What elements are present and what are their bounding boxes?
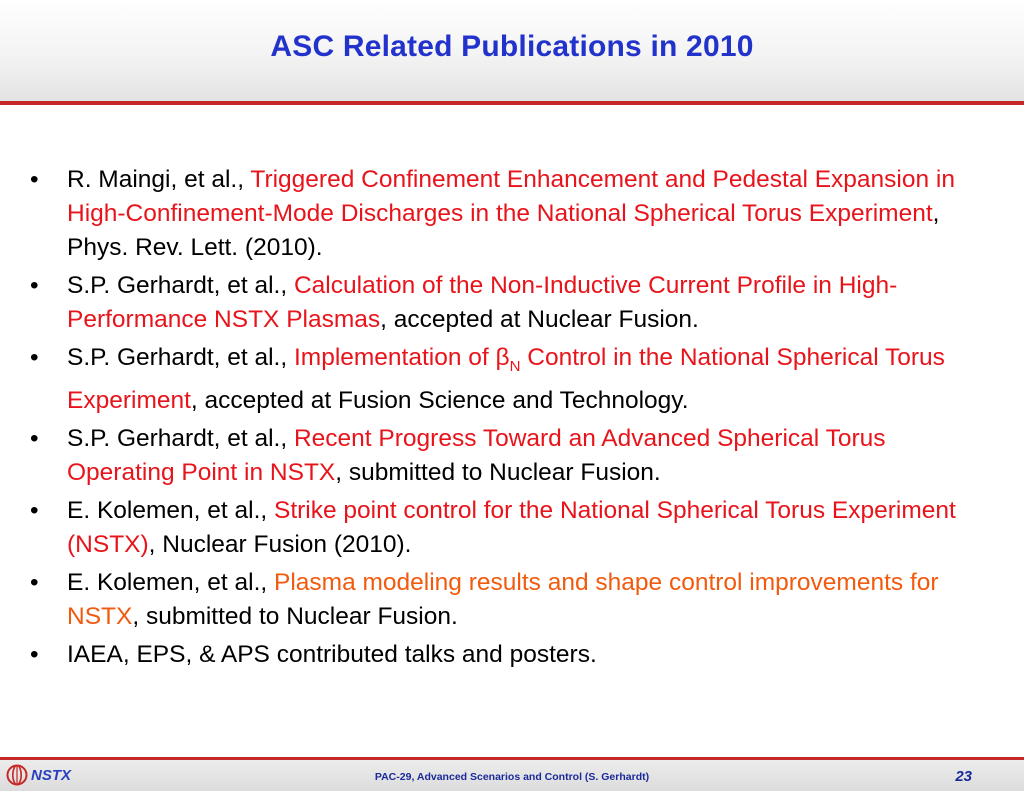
bullet-icon: •	[30, 568, 39, 596]
publication-title-start: Implementation of β	[293, 344, 510, 371]
list-item	[28, 341, 988, 418]
publication-title-end: Control in the National Spherical Torus Experiment	[67, 344, 945, 414]
header-divider	[0, 101, 1024, 105]
publication-venue: , submitted to Nuclear Fusion.	[132, 602, 458, 630]
publication-title: Strike point control for the National Spherical Torus Experiment (NSTX)	[67, 496, 956, 558]
list-item	[28, 566, 988, 634]
publication-title: Plasma modeling results and shape control improvements for NSTX	[67, 568, 939, 630]
publication-venue: , accepted at Fusion Science and Technology.	[190, 386, 689, 414]
publication-authors: S.P. Gerhardt, et al.,	[67, 424, 294, 452]
footer-caption: PAC-29, Advanced Scenarios and Control (S. Gerhardt)	[374, 771, 650, 783]
publication-authors: E. Kolemen, et al.,	[67, 496, 274, 524]
publication-venue: , Phys. Rev. Lett. (2010).	[67, 200, 940, 261]
bullet-icon: •	[30, 272, 39, 299]
list-item	[28, 638, 988, 672]
publication-authors: R. Maingi, et al.,	[67, 166, 251, 193]
publication-venue: , accepted at Nuclear Fusion.	[380, 306, 699, 333]
beta-subscript: N	[509, 357, 521, 375]
page-number: 23	[955, 768, 972, 785]
publication-authors: S.P. Gerhardt, et al.,	[67, 272, 294, 299]
publication-title: Calculation of the Non-Inductive Current Profile in High-Performance NSTX Plasmas	[67, 272, 898, 333]
bullet-icon: •	[30, 424, 39, 452]
list-item	[28, 494, 988, 562]
list-item	[28, 269, 988, 337]
bullet-icon: •	[30, 344, 39, 371]
publication-authors: E. Kolemen, et al.,	[67, 568, 274, 596]
bullet-icon: •	[30, 166, 39, 193]
publication-venue: , submitted to Nuclear Fusion.	[335, 458, 661, 486]
bullet-icon: •	[30, 640, 39, 668]
publication-venue: , Nuclear Fusion (2010).	[148, 530, 412, 558]
publication-title: Recent Progress Toward an Advanced Spherical Torus Operating Point in NSTX	[67, 424, 886, 486]
publication-title: Triggered Confinement Enhancement and Pedestal Expansion in High-Confinement-Mode Discharges in the National Spherical Torus Experiment	[67, 166, 955, 227]
list-item	[28, 422, 988, 490]
summary-text: IAEA, EPS, & APS contributed talks and posters.	[67, 640, 597, 668]
slide-title: ASC Related Publications in 2010	[270, 30, 754, 63]
logo-text: NSTX	[31, 766, 72, 784]
publication-list	[28, 163, 988, 676]
bullet-icon: •	[30, 496, 39, 524]
publication-authors: S.P. Gerhardt, et al.,	[67, 344, 294, 371]
list-item	[28, 163, 988, 265]
